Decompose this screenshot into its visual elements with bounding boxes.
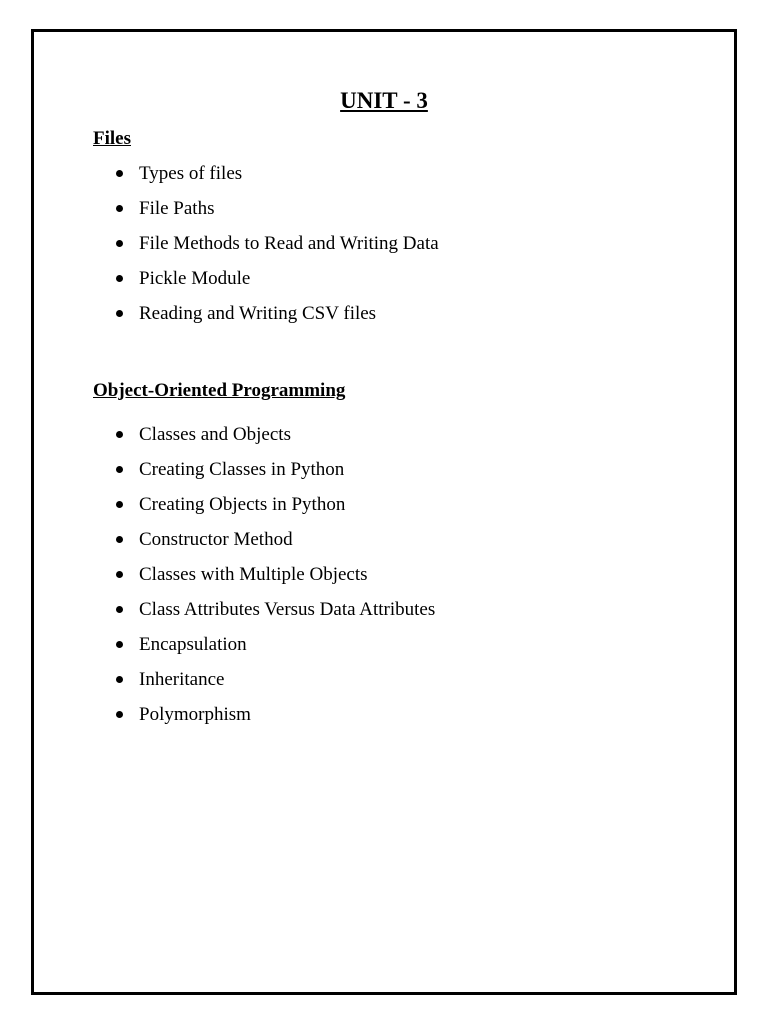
bullet-icon (116, 310, 123, 317)
list-item (0, 232, 768, 267)
list-item-text: Creating Objects in Python (139, 494, 346, 515)
files-topic-list (0, 162, 768, 337)
oop-topic-list (0, 423, 768, 738)
list-item-text: Classes with Multiple Objects (139, 564, 368, 585)
bullet-icon (116, 205, 123, 212)
list-item (0, 493, 768, 528)
list-item-text: File Paths (139, 198, 215, 219)
list-item-text: Reading and Writing CSV files (139, 303, 377, 324)
list-item (0, 528, 768, 563)
list-item (0, 302, 768, 337)
list-item (0, 703, 768, 738)
bullet-icon (116, 431, 123, 438)
list-item-text: Pickle Module (139, 268, 251, 289)
list-item (0, 162, 768, 197)
section-heading-oop: Object-Oriented Programming (93, 380, 346, 401)
bullet-icon (116, 501, 123, 508)
list-item-text: Inheritance (139, 669, 225, 690)
list-item-text: Encapsulation (139, 634, 247, 655)
list-item (0, 668, 768, 703)
list-item (0, 423, 768, 458)
list-item-text: Creating Classes in Python (139, 459, 345, 480)
bullet-icon (116, 275, 123, 282)
list-item-text: Polymorphism (139, 704, 251, 725)
list-item (0, 598, 768, 633)
section-heading-files: Files (93, 128, 131, 149)
list-item-text: Constructor Method (139, 529, 293, 550)
list-item-text: Types of files (139, 163, 243, 184)
list-item (0, 633, 768, 668)
bullet-icon (116, 170, 123, 177)
bullet-icon (116, 606, 123, 613)
bullet-icon (116, 676, 123, 683)
bullet-icon (116, 240, 123, 247)
list-item (0, 458, 768, 493)
bullet-icon (116, 641, 123, 648)
list-item (0, 197, 768, 232)
bullet-icon (116, 466, 123, 473)
list-item (0, 267, 768, 302)
list-item-text: Class Attributes Versus Data Attributes (139, 599, 436, 620)
bullet-icon (116, 711, 123, 718)
list-item (0, 563, 768, 598)
list-item-text: Classes and Objects (139, 424, 291, 445)
page-title: UNIT - 3 (340, 88, 428, 113)
bullet-icon (116, 536, 123, 543)
bullet-icon (116, 571, 123, 578)
list-item-text: File Methods to Read and Writing Data (139, 233, 439, 254)
